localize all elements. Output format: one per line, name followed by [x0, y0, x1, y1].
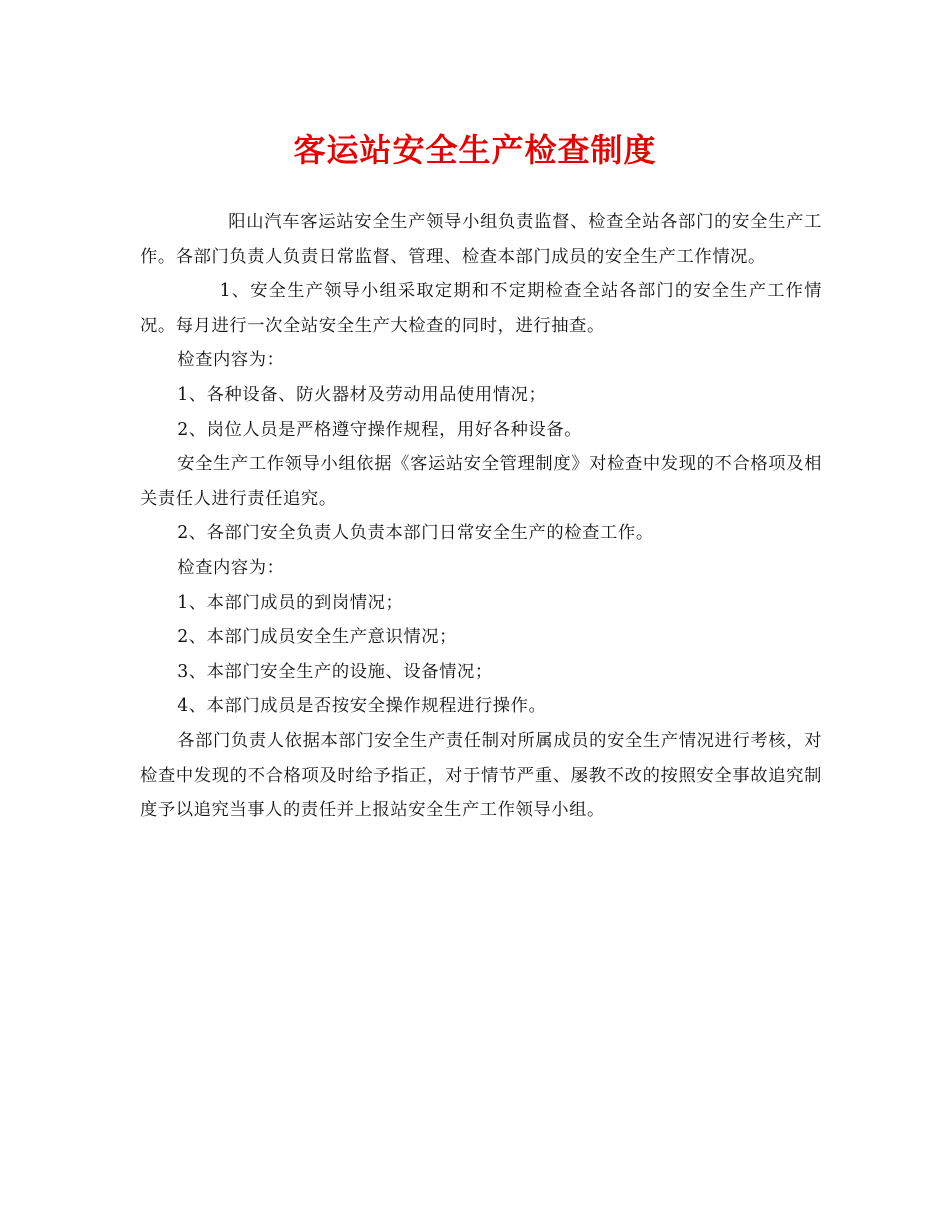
paragraph-list-item: 1、本部门成员的到岗情况；	[177, 592, 404, 613]
paragraph-item-2: 2、各部门安全负责人负责本部门日常安全生产的检查工作。	[177, 523, 654, 544]
paragraph-list-item: 2、岗位人员是严格遵守操作规程，用好各种设备。	[177, 419, 583, 440]
paragraph-check-content-heading: 检查内容为：	[177, 350, 285, 371]
paragraph-intro: 阳山汽车客运站安全生产领导小组负责监督、检查全站各部门的安全生产工作。各部门负责人负责日常监督、管理、检查本部门成员的安全生产工作情况。	[140, 212, 822, 267]
paragraph-list-item: 4、本部门成员是否按安全操作规程进行操作。	[177, 696, 547, 717]
document-body	[140, 205, 822, 828]
paragraph-assessment: 各部门负责人依据本部门安全生产责任制对所属成员的安全生产情况进行考核，对检查中发现的不合格项及时给予指正，对于情节严重、屡教不改的按照安全事故追究制度予以追究当事人的责任并上报站安全生产工作领导小组。	[140, 730, 822, 821]
paragraph-item-1: 1、安全生产领导小组采取定期和不定期检查全站各部门的安全生产工作情况。每月进行一次全站安全生产大检查的同时，进行抽查。	[140, 281, 822, 336]
document-title: 客运站安全生产检查制度	[293, 131, 657, 169]
paragraph-list-item: 3、本部门安全生产的设施、设备情况；	[177, 661, 493, 682]
paragraph-accountability: 安全生产工作领导小组依据《客运站安全管理制度》对检查中发现的不合格项及相关责任人进行责任追究。	[140, 454, 822, 509]
paragraph-check-content-heading: 检查内容为：	[177, 557, 285, 578]
paragraph-list-item: 1、各种设备、防火器材及劳动用品使用情况；	[177, 384, 547, 405]
paragraph-list-item: 2、本部门成员安全生产意识情况；	[177, 627, 458, 648]
